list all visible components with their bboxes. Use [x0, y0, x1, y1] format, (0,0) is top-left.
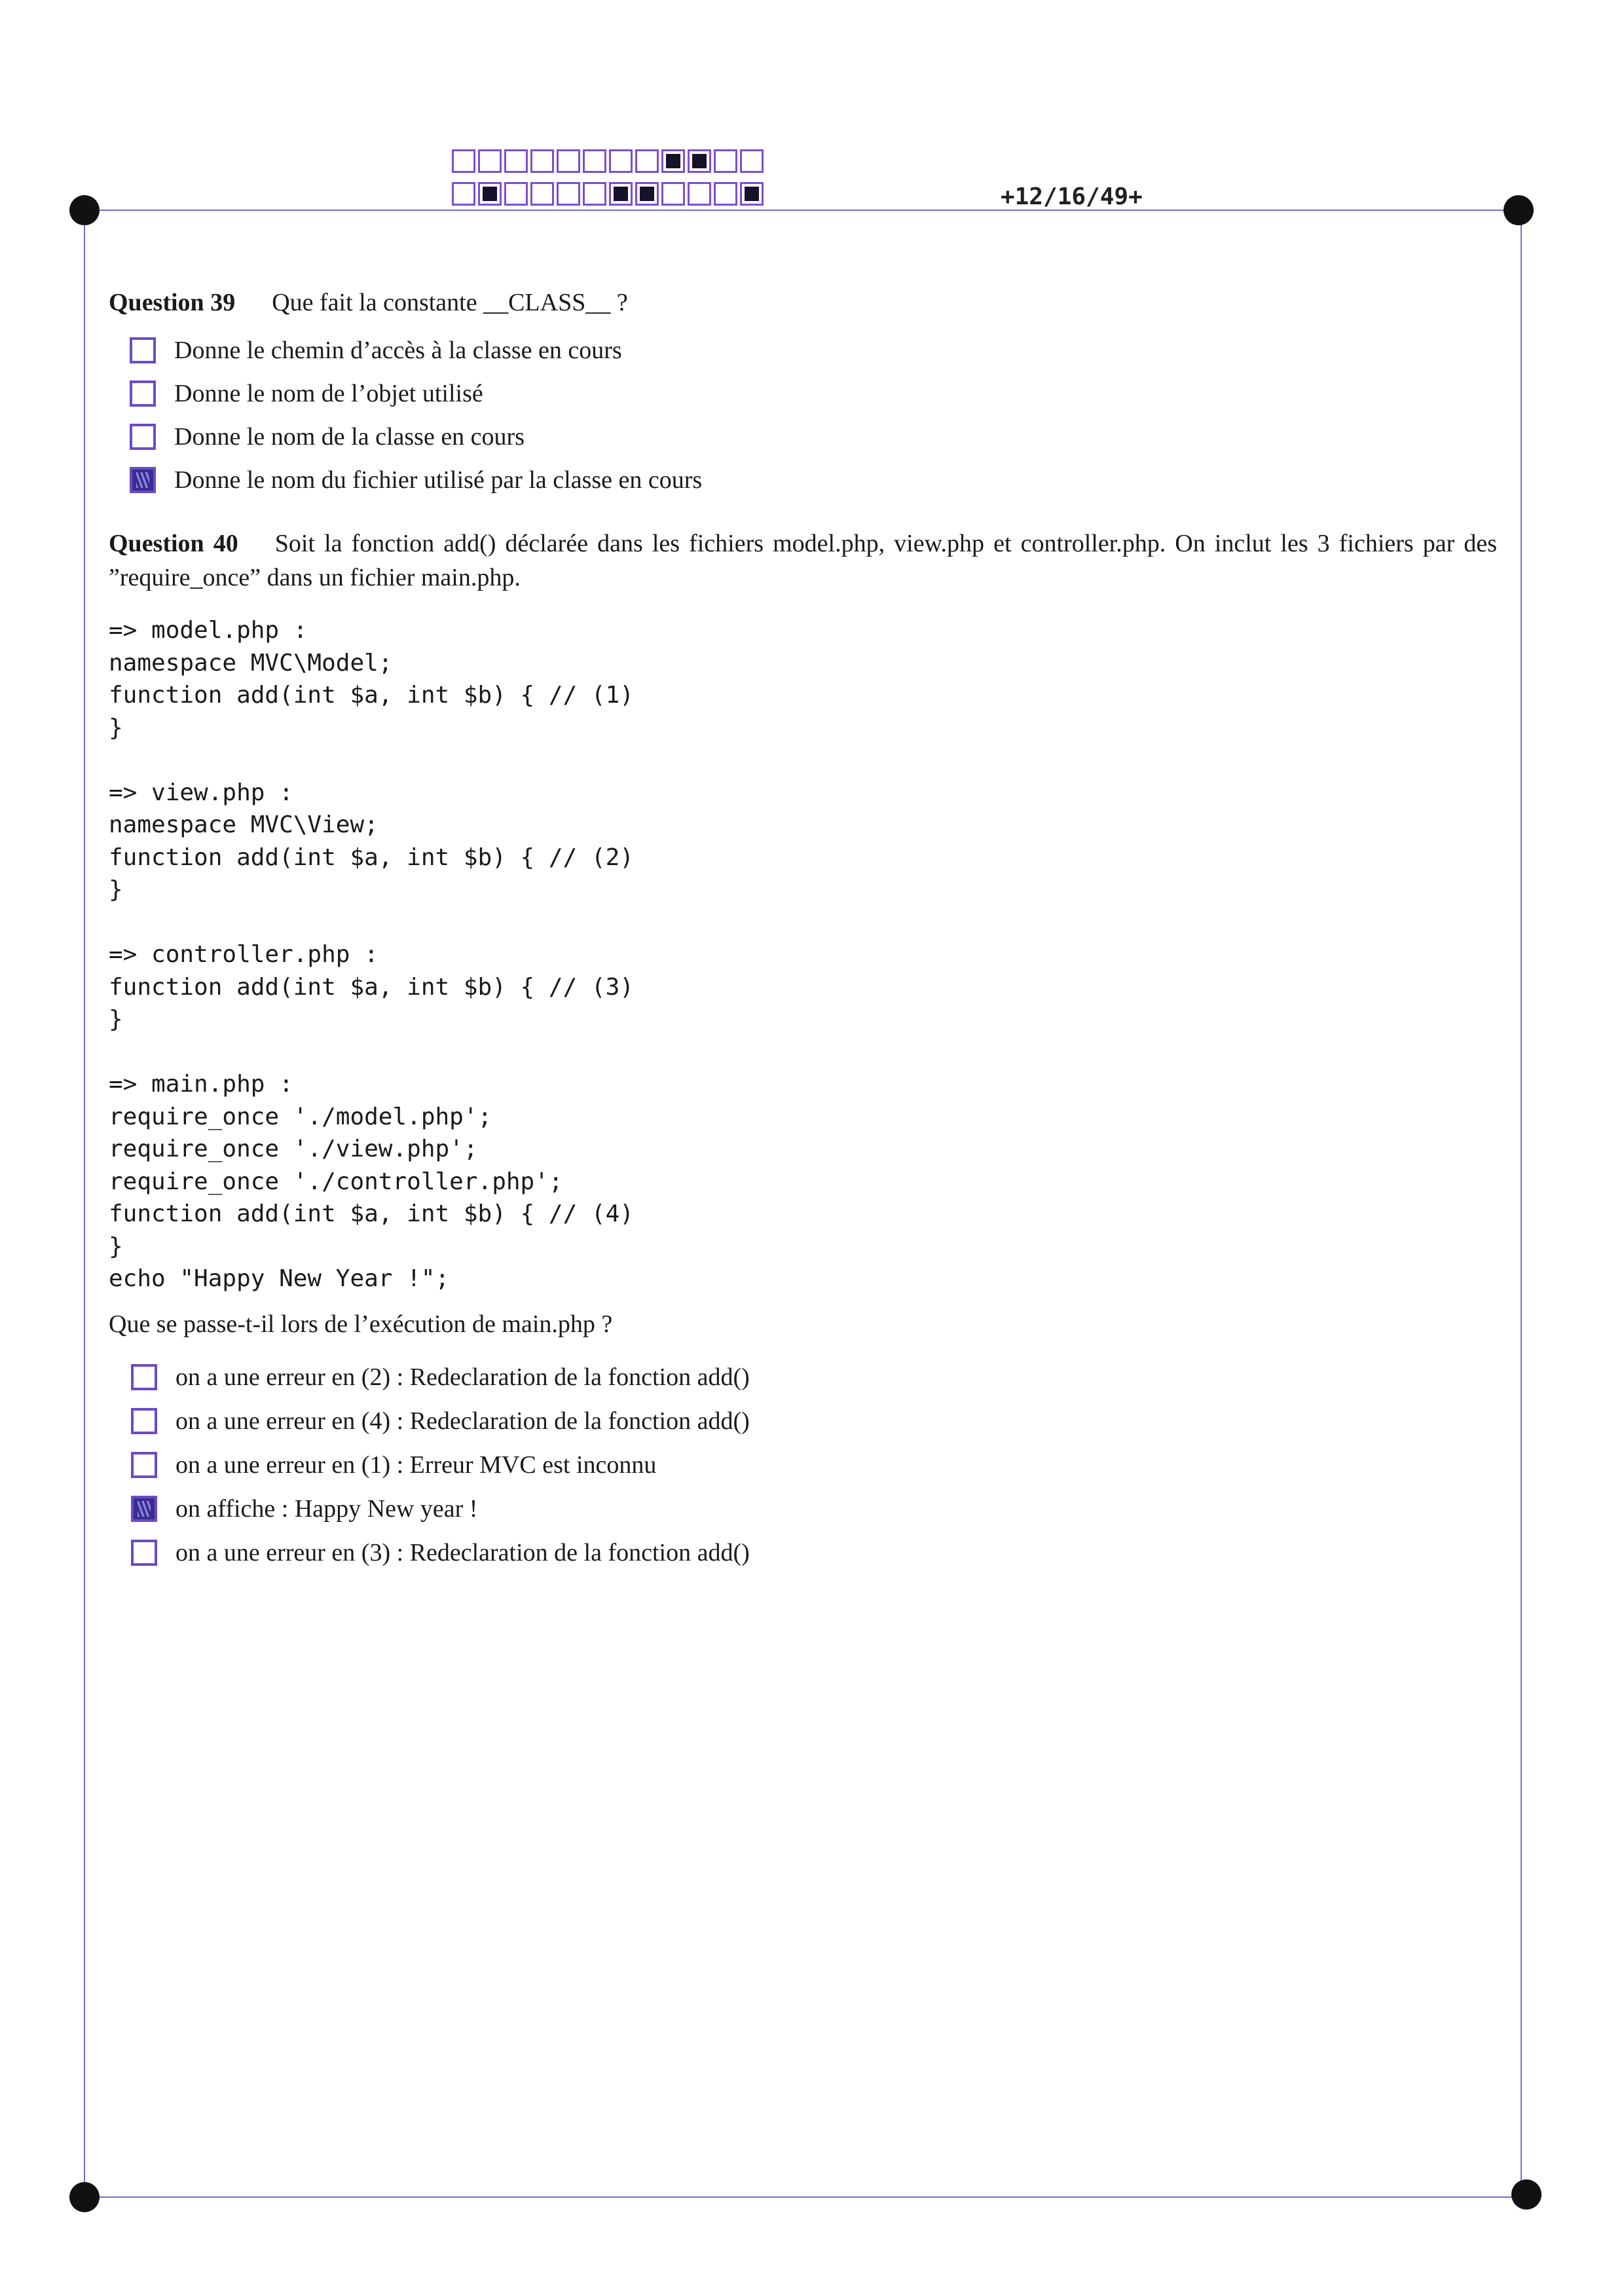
code-line: require_once './view.php';: [109, 1136, 478, 1162]
answer-label: Donne le chemin d’accès à la classe en cours: [174, 337, 622, 364]
barcode-cell: [609, 182, 633, 206]
code-line: [109, 906, 1497, 939]
question-40-text: Soit la fonction add() déclarée dans les fichiers model.php, view.php et controller.php. On inclut les 3 fichiers par des ”require_once” dans un fichier main.php.: [109, 530, 1497, 591]
answer-checkbox[interactable]: [130, 424, 156, 450]
question-40-answers: [131, 1356, 1497, 1575]
barcode-cell: [609, 149, 633, 173]
barcode-cell: [583, 182, 606, 206]
barcode-cell: [714, 149, 737, 173]
barcode-cell: [452, 182, 475, 206]
question-39: [109, 286, 1497, 502]
barcode-cell: [635, 149, 659, 173]
question-40-statement: [109, 527, 1497, 595]
page-barcode-row-1: [452, 149, 766, 173]
barcode-cell: [478, 149, 502, 173]
barcode-cell: [504, 182, 528, 206]
code-line: echo "Happy New Year !";: [109, 1265, 450, 1292]
barcode-cell: [688, 149, 711, 173]
code-line: => model.php :: [109, 617, 308, 644]
code-line: }: [109, 876, 123, 903]
code-line: namespace MVC\View;: [109, 811, 378, 838]
exam-content: [109, 286, 1497, 1575]
page-id: +12/16/49+: [1001, 183, 1143, 210]
code-line: require_once './controller.php';: [109, 1168, 563, 1195]
question-39-label: Question 39: [109, 289, 236, 316]
answer-checkbox[interactable]: [131, 1364, 157, 1390]
answer-option[interactable]: [131, 1356, 1497, 1399]
answer-checkbox-checked[interactable]: [130, 467, 156, 493]
question-39-answers: [130, 329, 1497, 502]
answer-label: on a une erreur en (1) : Erreur MVC est inconnu: [175, 1451, 657, 1479]
answer-label: Donne le nom de la classe en cours: [174, 423, 525, 451]
code-line: function add(int $a, int $b) { // (2): [109, 843, 634, 871]
answer-label: on affiche : Happy New year !: [175, 1495, 478, 1523]
answer-option[interactable]: [131, 1399, 1497, 1443]
answer-option[interactable]: [130, 458, 1497, 502]
question-40-code-block: [109, 614, 1497, 1295]
answer-checkbox[interactable]: [130, 380, 156, 407]
code-line: function add(int $a, int $b) { // (1): [109, 682, 634, 709]
barcode-cell: [635, 182, 659, 206]
page-barcode-row-2: [452, 182, 766, 206]
code-line: [109, 744, 1497, 777]
answer-label: on a une erreur en (4) : Redeclaration de la fonction add(): [175, 1407, 750, 1435]
barcode-cell: [714, 182, 737, 206]
barcode-cell: [530, 182, 554, 206]
answer-checkbox[interactable]: [131, 1408, 157, 1434]
barcode-cell: [661, 182, 685, 206]
answer-option[interactable]: [130, 415, 1497, 458]
answer-option[interactable]: [131, 1487, 1497, 1531]
code-line: require_once './model.php';: [109, 1103, 492, 1130]
answer-label: on a une erreur en (2) : Redeclaration de la fonction add(): [175, 1363, 750, 1391]
barcode-cell: [557, 182, 580, 206]
answer-label: Donne le nom du fichier utilisé par la classe en cours: [174, 466, 703, 494]
registration-mark-bottom-left: [69, 2182, 100, 2212]
code-line: }: [109, 1006, 123, 1033]
registration-mark-bottom-right: [1511, 2179, 1541, 2210]
barcode-cell: [530, 149, 554, 173]
code-line: => view.php :: [109, 779, 293, 806]
code-line: namespace MVC\Model;: [109, 649, 393, 676]
registration-mark-top-right: [1504, 195, 1534, 225]
code-line: function add(int $a, int $b) { // (4): [109, 1200, 634, 1227]
barcode-cell: [688, 182, 711, 206]
code-line: }: [109, 1232, 123, 1260]
code-line: function add(int $a, int $b) { // (3): [109, 973, 634, 1001]
code-line: => main.php :: [109, 1071, 293, 1098]
question-39-text: Que fait la constante __CLASS__ ?: [272, 289, 628, 316]
barcode-cell: [557, 149, 580, 173]
code-line: => controller.php :: [109, 941, 378, 968]
answer-option[interactable]: [130, 329, 1497, 372]
answer-option[interactable]: [131, 1531, 1497, 1575]
answer-checkbox[interactable]: [131, 1540, 157, 1566]
registration-mark-top-left: [69, 195, 100, 225]
question-40-prompt: Que se passe-t-il lors de l’exécution de main.php ?: [109, 1310, 613, 1338]
barcode-cell: [583, 149, 606, 173]
answer-option[interactable]: [130, 372, 1497, 415]
answer-label: on a une erreur en (3) : Redeclaration de la fonction add(): [175, 1539, 750, 1566]
barcode-cell: [504, 149, 528, 173]
answer-option[interactable]: [131, 1443, 1497, 1487]
barcode-cell: [478, 182, 502, 206]
barcode-cell: [740, 149, 764, 173]
code-line: }: [109, 714, 123, 741]
answer-checkbox[interactable]: [131, 1452, 157, 1478]
answer-checkbox-checked[interactable]: [131, 1496, 157, 1522]
answer-checkbox[interactable]: [130, 337, 156, 363]
code-line: [109, 1036, 1497, 1069]
barcode-cell: [740, 182, 764, 206]
barcode-cell: [452, 149, 475, 173]
answer-label: Donne le nom de l’objet utilisé: [174, 380, 483, 407]
question-40-label: Question 40: [109, 530, 238, 557]
barcode-cell: [661, 149, 685, 173]
question-39-statement: [109, 286, 1497, 320]
question-40: [109, 527, 1497, 1575]
